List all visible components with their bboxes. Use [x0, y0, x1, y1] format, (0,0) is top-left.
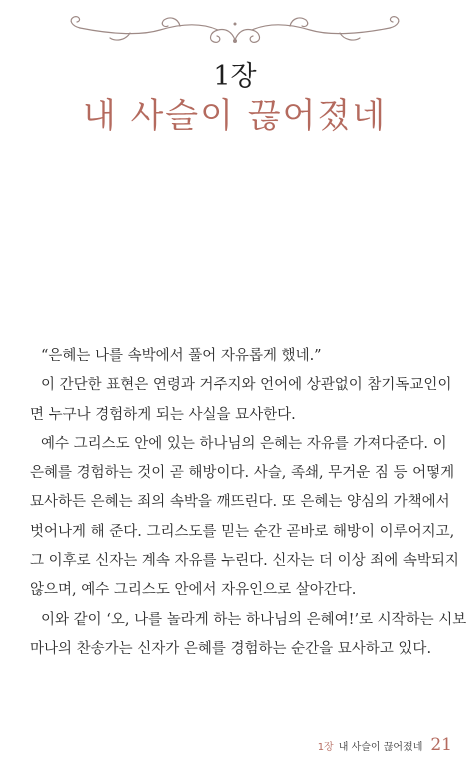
text-line: 예수 그리스도 안에 있는 하나님의 은혜는 자유를 가져다준다. 이 [41, 435, 447, 452]
footer-chapter-label: 1장 [317, 742, 334, 753]
text-line: 벗어나게 해 준다. 그리스도를 믿는 순간 곧바로 해방이 이루어지고, [30, 523, 455, 540]
body-text [30, 342, 467, 664]
paragraph [30, 371, 450, 430]
chapter-title: 내 사슬이 끊어졌네 [82, 96, 388, 136]
text-line: 묘사하든 은혜는 죄의 속박을 깨뜨린다. 또 은혜는 양심의 가책에서 [30, 494, 450, 511]
paragraph [30, 606, 467, 665]
page-number: 21 [430, 735, 452, 755]
paragraph [30, 430, 459, 606]
text-line: 이 간단한 표현은 연령과 거주지와 언어에 상관없이 참기독교인이 [41, 377, 452, 394]
page-footer [318, 735, 452, 755]
text-line: 면 누구나 경험하게 되는 사실을 묘사한다. [30, 406, 296, 423]
text-line: 그 이후로 신자는 계속 자유를 누린다. 신자는 더 이상 죄에 속박되지 [30, 553, 459, 570]
footer-title: 내 사슬이 끊어졌네 [338, 742, 423, 753]
text-line: “은혜는 나를 속박에서 풀어 자유롭게 했네.” [41, 348, 322, 364]
text-line: 은혜를 경험하는 것이 곧 해방이다. 사슬, 족쇄, 무거운 짐 등 어떻게 [30, 465, 455, 482]
chapter-number: 1장 [213, 61, 257, 92]
title-ornament [60, 10, 410, 46]
text-line: 마나의 찬송가는 신자가 은혜를 경험하는 순간을 묘사하고 있다. [30, 640, 432, 657]
paragraph [30, 342, 450, 371]
text-line: 않으며, 예수 그리스도 안에서 자유인으로 살아간다. [30, 582, 357, 599]
text-line: 이와 같이 ‘오, 나를 놀라게 하는 하나님의 은혜여!’로 시작하는 시보 [41, 611, 467, 628]
